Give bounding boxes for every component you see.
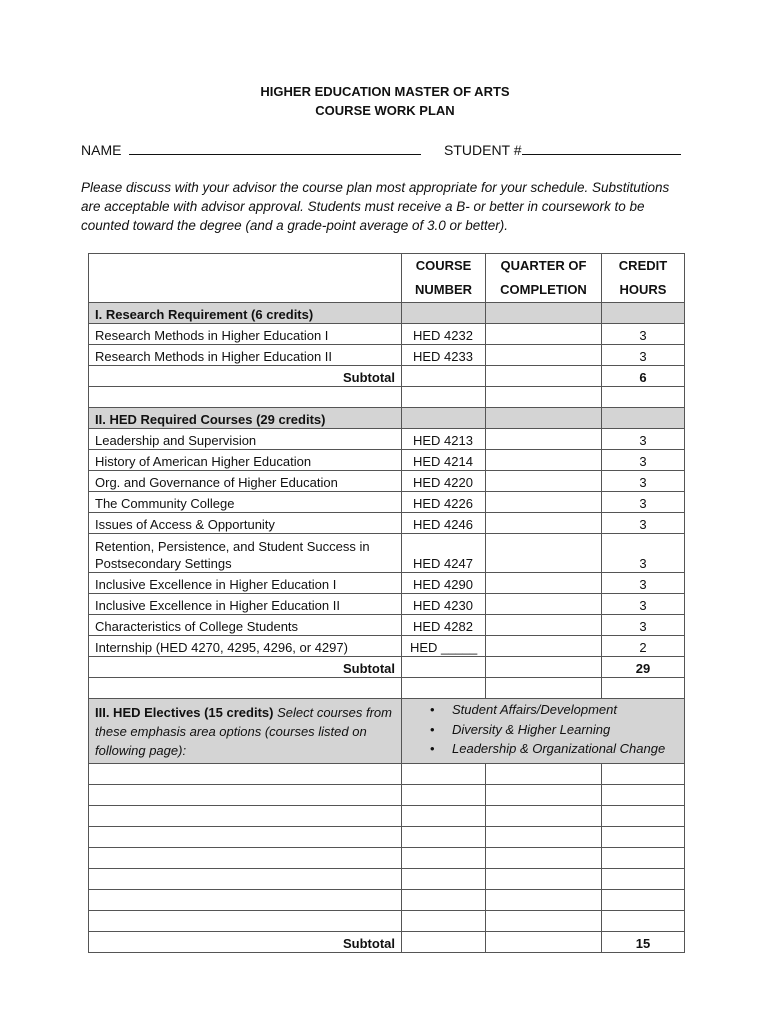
internship-number-field[interactable]: HED _____ <box>402 636 486 657</box>
quarter-cell[interactable] <box>486 594 602 615</box>
elective-row <box>89 806 685 827</box>
table-row: Org. and Governance of Higher Education HED 4220 3 <box>89 471 685 492</box>
table-row: Internship (HED 4270, 4295, 4296, or 4297) HED _____ 2 <box>89 636 685 657</box>
emphasis-options <box>402 699 685 764</box>
spacer-row <box>89 387 685 408</box>
elective-row <box>89 869 685 890</box>
name-blank[interactable] <box>129 140 421 155</box>
option-student-affairs: • Student Affairs/Development <box>430 700 684 720</box>
elective-row <box>89 785 685 806</box>
document-subtitle: COURSE WORK PLAN <box>315 103 455 118</box>
table-row: Leadership and Supervision HED 4213 3 <box>89 429 685 450</box>
header-credit-hours: CREDIT HOURS <box>602 254 685 303</box>
quarter-cell[interactable] <box>486 324 602 345</box>
table-header <box>89 254 685 303</box>
option-leadership: • Leadership & Organizational Change <box>430 739 684 759</box>
quarter-cell[interactable] <box>486 534 602 573</box>
table-row: The Community College HED 4226 3 <box>89 492 685 513</box>
subtotal-row: Subtotal 6 <box>89 366 685 387</box>
table-row: Research Methods in Higher Education II HED 4233 3 <box>89 345 685 366</box>
section-electives-heading: III. HED Electives (15 credits) Select courses from these emphasis area options (courses listed on following page): • Student Affairs/Development • Diversity & Higher Learning • Leadership & Organizational Change <box>89 699 685 764</box>
subtotal-row: Subtotal 29 <box>89 657 685 678</box>
table-row: Research Methods in Higher Education I HED 4232 3 <box>89 324 685 345</box>
quarter-cell[interactable] <box>486 345 602 366</box>
option-diversity: • Diversity & Higher Learning <box>430 720 684 740</box>
name-field[interactable] <box>81 140 421 158</box>
quarter-cell[interactable] <box>486 450 602 471</box>
table-row: Inclusive Excellence in Higher Education II HED 4230 3 <box>89 594 685 615</box>
quarter-cell[interactable] <box>486 513 602 534</box>
course-plan-table <box>88 253 685 953</box>
student-number-label: STUDENT # <box>444 142 522 158</box>
quarter-cell[interactable] <box>486 492 602 513</box>
table-row: Inclusive Excellence in Higher Education I HED 4290 3 <box>89 573 685 594</box>
table-row: Issues of Access & Opportunity HED 4246 3 <box>89 513 685 534</box>
quarter-cell[interactable] <box>486 615 602 636</box>
student-number-blank[interactable] <box>522 140 681 155</box>
table-row: Characteristics of College Students HED 4282 3 <box>89 615 685 636</box>
student-number-field[interactable] <box>444 140 681 158</box>
elective-row <box>89 890 685 911</box>
instructions: Please discuss with your advisor the course plan most appropriate for your schedule. Substitutions are acceptable with advisor approval. Students must receive a B- or better in coursework to be counted toward the degree (and a grade-point average of 3.0 or better). <box>81 180 670 233</box>
quarter-cell[interactable] <box>486 429 602 450</box>
table-row: Retention, Persistence, and Student Success in Postsecondary Settings HED 4247 3 <box>89 534 685 573</box>
elective-row <box>89 848 685 869</box>
quarter-cell[interactable] <box>486 471 602 492</box>
document-title: HIGHER EDUCATION MASTER OF ARTS <box>260 84 510 99</box>
section-required-heading: II. HED Required Courses (29 credits) <box>89 408 685 429</box>
quarter-cell[interactable] <box>486 573 602 594</box>
header-course-number: COURSE NUMBER <box>402 254 486 303</box>
elective-row <box>89 827 685 848</box>
header-course-name <box>89 254 402 303</box>
section-research-heading: I. Research Requirement (6 credits) <box>89 303 685 324</box>
elective-row <box>89 764 685 785</box>
subtotal-row: Subtotal 15 <box>89 932 685 953</box>
elective-row <box>89 911 685 932</box>
spacer-row <box>89 678 685 699</box>
quarter-cell[interactable] <box>486 636 602 657</box>
table-row: History of American Higher Education HED 4214 3 <box>89 450 685 471</box>
header-quarter: QUARTER OF COMPLETION <box>486 254 602 303</box>
name-label: NAME <box>81 142 122 158</box>
